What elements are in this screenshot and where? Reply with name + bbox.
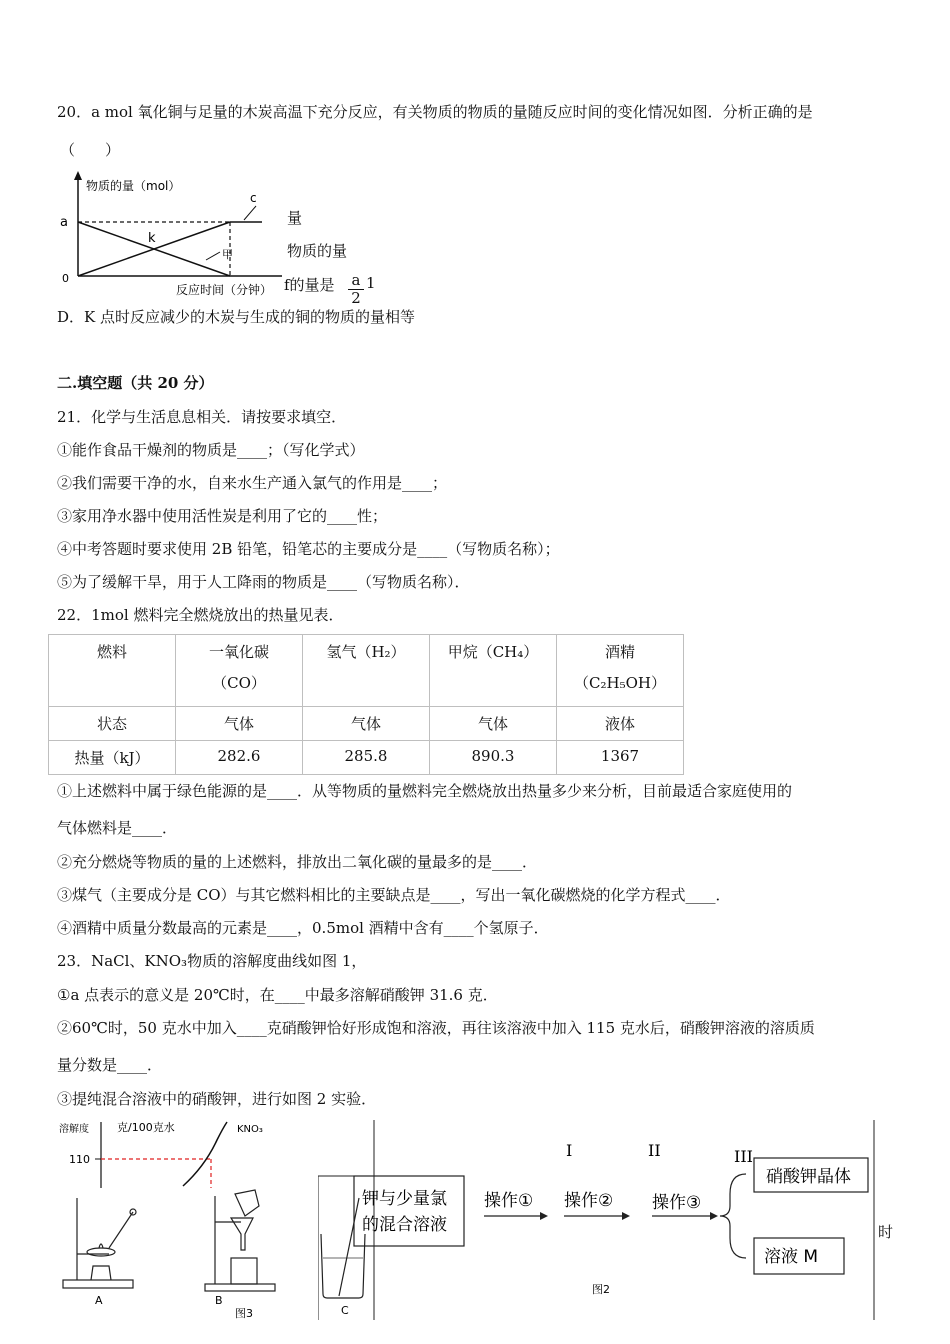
q22-line-3: ②充分燃烧等物质的量的上述燃料，排放出二氧化碳的量最多的是____． — [57, 853, 538, 871]
output-crystals: 硝酸钾晶体 — [766, 1167, 851, 1187]
input-solution-box — [354, 1176, 464, 1246]
table-cell: 1367 — [557, 741, 684, 775]
fig1-series-label: KNO₃ — [237, 1124, 263, 1135]
fig1-tick-110: 110 — [69, 1153, 90, 1166]
table-cell: 液体 — [557, 707, 684, 741]
apparatus-b — [205, 1190, 275, 1291]
q22-line-4: ③煤气（主要成分是 CO）与其它燃料相比的主要缺点是____，写出一氧化碳燃烧的化学方程式____． — [57, 886, 731, 904]
apparatus-a — [63, 1198, 136, 1288]
fraction-numerator: a — [351, 271, 361, 289]
q22-stem: 22．1mol 燃料完全燃烧放出的热量见表． — [57, 606, 344, 624]
section-title: 二.填空题（共 20 分） — [57, 374, 214, 392]
input-box-line-2: 的混合溶液 — [362, 1215, 447, 1235]
step-roman-3: III — [734, 1147, 753, 1166]
q23-line-4: ③提纯混合溶液中的硝酸钾，进行如图 2 实验． — [57, 1090, 377, 1108]
operation-2: 操作② — [564, 1191, 614, 1211]
table-cell: 状态 — [49, 707, 176, 741]
table-cell: 酒精 （C₂H₅OH） — [557, 635, 684, 707]
table-row — [49, 707, 684, 741]
q20-graph-ylabel: 物质的量（mol） — [86, 179, 181, 193]
q22-line-5: ④酒精中质量分数最高的元素是____，0.5mol 酒精中含有____个氢原子． — [57, 919, 549, 937]
q20-graph-xlabel: 反应时间（分钟） — [176, 283, 273, 297]
q20-graph-zero: 0 — [62, 272, 69, 285]
q23-line-3: 量分数是____． — [57, 1056, 163, 1074]
table-cell: 燃料 — [49, 635, 176, 707]
q20-paren: （ ） — [60, 141, 121, 159]
figure-2-flowchart — [318, 1118, 878, 1322]
q21-item-5: ⑤为了缓解干旱，用于人工降雨的物质是____（写物质名称）． — [57, 573, 470, 591]
operation-3: 操作③ — [652, 1193, 702, 1213]
q21-item-2: ②我们需要干净的水，自来水生产通入氯气的作用是____； — [57, 474, 448, 492]
table-cell: 氢气（H₂） — [303, 635, 430, 707]
q20-fraction-tail: 1 — [366, 274, 376, 292]
fig2-caption: 图2 — [592, 1283, 610, 1296]
table-cell: 热量（kJ） — [49, 741, 176, 775]
q20-graph — [50, 168, 290, 298]
q23-stem: 23．NaCl、KNO₃物质的溶解度曲线如图 1， — [57, 952, 367, 970]
input-box-line-1: 钾与少量氯 — [362, 1189, 447, 1209]
step-roman-2: II — [648, 1141, 661, 1160]
q21-item-1: ①能作食品干燥剂的物质是____；（写化学式） — [57, 441, 365, 459]
step-roman-1: I — [566, 1141, 573, 1160]
output-solution-m: 溶液 M — [764, 1247, 819, 1267]
table-cell: 282.6 — [176, 741, 303, 775]
q20-fraction — [348, 272, 364, 307]
q21-item-4: ④中考答题时要求使用 2B 铅笔，铅笔芯的主要成分是____（写物质名称）； — [57, 540, 560, 558]
q20-opt-a-fragment: 量 — [287, 209, 303, 227]
table-cell: 甲烷（CH₄） — [430, 635, 557, 707]
q21-item-3: ③家用净水器中使用活性炭是利用了它的____性； — [57, 507, 388, 525]
fig3-label-a: A — [95, 1294, 103, 1307]
q20-stem: 20．a mol 氧化铜与足量的木炭高温下充分反应，有关物质的物质的量随反应时间的变化情况如图．分析正确的是 — [57, 103, 813, 121]
table-cell: 气体 — [430, 707, 557, 741]
solubility-curve-fragment — [55, 1118, 295, 1188]
q20-graph-jia: 甲 — [222, 248, 233, 261]
fig1-ylabel: 溶解度 — [59, 1124, 89, 1135]
fig3-label-c: C — [341, 1304, 349, 1317]
q20-opt-b-fragment: 物质的量 — [287, 242, 348, 260]
q21-stem: 21．化学与生活息息相关．请按要求填空． — [57, 408, 347, 426]
q20-graph-c: c — [250, 191, 257, 205]
right-cut-text: 时 — [878, 1223, 894, 1241]
q20-opt-c-fragment: f的量是 — [284, 276, 335, 294]
table-row — [49, 741, 684, 775]
q23-line-2: ②60℃时，50 克水中加入____克硝酸钾恰好形成饱和溶液，再往该溶液中加入 115 克水后，硝酸钾溶液的溶质质 — [57, 1019, 815, 1037]
q23-line-1: ①a 点表示的意义是 20℃时，在____中最多溶解硝酸钾 31.6 克． — [57, 986, 498, 1004]
table-cell: 气体 — [303, 707, 430, 741]
operation-1: 操作① — [484, 1191, 534, 1211]
table-cell: 890.3 — [430, 741, 557, 775]
fuel-heat-table — [48, 634, 684, 775]
q20-graph-a: a — [60, 215, 68, 230]
table-cell: 气体 — [176, 707, 303, 741]
q20-option-d: D．K 点时反应减少的木炭与生成的铜的物质的量相等 — [57, 308, 416, 326]
fraction-denominator: 2 — [348, 289, 364, 307]
q22-line-1: ①上述燃料中属于绿色能源的是____．从等物质的量燃料完全燃烧放出热量多少来分析，目前最适合家庭使用的 — [57, 782, 793, 800]
q20-graph-k: k — [148, 231, 156, 246]
table-cell: 285.8 — [303, 741, 430, 775]
fig1-unit: 克/100克水 — [117, 1121, 175, 1134]
table-header-row — [49, 635, 684, 707]
fig3-caption: 图3 — [235, 1307, 253, 1320]
fig3-label-b: B — [215, 1294, 223, 1307]
table-cell: 一氧化碳 （CO） — [176, 635, 303, 707]
q22-line-2: 气体燃料是____． — [57, 819, 178, 837]
